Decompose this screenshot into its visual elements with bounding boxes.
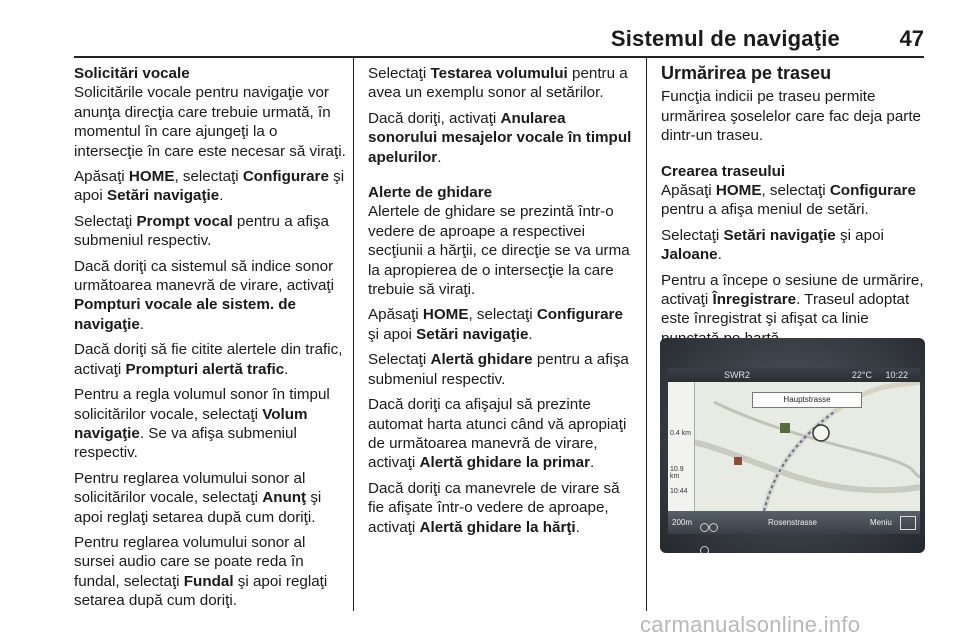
paragraph: Selectaţi Alertă ghidare pentru a afişa submeniul respectiv.: [368, 351, 629, 388]
column-divider-2: [646, 58, 647, 611]
paragraph: Dacă doriţi să fie citite alertele din trafic, activaţi Prompturi alertă trafic.: [74, 341, 343, 378]
temperature: 22°C: [851, 370, 872, 380]
paragraph: Pentru a începe o sesiune de urmărire, activaţi Înregistrare. Traseul adoptat este înregistrat şi afişat ca linie: [661, 271, 924, 328]
page-number: 47: [899, 26, 924, 51]
radio-station: SWR2: [724, 370, 751, 380]
distance-2: 10.9 km: [670, 466, 684, 480]
spacer: [368, 173, 638, 183]
arrival-time: 10:44: [670, 488, 688, 495]
next-street: Rosenstrasse: [768, 518, 817, 527]
paragraph: Alertele de ghidare se prezintă într-o vedere de aproape a respectivei secţiunii a hărţii, ce direcţie se va urma la apropierea de o intersecţie la care trebuie să viraţi.: [368, 203, 630, 299]
paragraph: Apăsaţi HOME, selectaţi Configurare şi apoi Setări navigaţie.: [74, 168, 345, 205]
paragraph: Pentru reglarea volumului sonor al sursei audio care se poate reda în fundal, selectaţi Fundal şi apoi reglaţi setarea după cum doriţi.: [74, 533, 328, 610]
bottom-bar: [668, 511, 920, 534]
paragraph: Dacă doriţi ca sistemul să indice sonor următoarea manevră de virare, activaţi Pompturi vocale ale sistem. de navigaţie.: [74, 257, 334, 333]
spacer: [661, 152, 929, 162]
clock: 10:22: [885, 370, 908, 380]
paragraph: Solicitările vocale pentru navigaţie vor anunţa direcţia care trebuie urmată, în momentul în care ajungeţi la o intersecţie în care este necesar să viraţi.: [74, 84, 346, 160]
column-1: [74, 64, 346, 617]
page-dots: [700, 518, 724, 527]
column-divider-1: [353, 58, 354, 611]
column-2: [368, 64, 638, 543]
column-3: [661, 64, 929, 354]
paragraph: Selectaţi Setări navigaţie şi apoi Jaloane.: [661, 226, 884, 264]
next-turn-distance: 200m: [672, 518, 693, 527]
map-view-icon: [900, 516, 916, 530]
menu-button: Meniu: [870, 518, 892, 527]
subheading-create-route: Crearea traseului: [661, 162, 786, 180]
paragraph: Pentru reglarea volumului sonor al solicitărilor vocale, selectaţi Anunţ şi apoi reglaţi setarea după cum doriţi.: [74, 469, 322, 526]
paragraph: Funcţia indicii pe traseu permite urmărirea şoselelor care fac deja parte dintr-un traseu.: [661, 88, 921, 145]
heading-route-tracking: Urmărirea pe traseu: [661, 63, 832, 83]
heading-voice-prompts: Solicitări vocale: [74, 65, 190, 82]
paragraph: Dacă doriţi ca afişajul să prezinte automat harta atunci când vă apropiaţi de următoarea manevră de virare, activaţi Alertă ghidare la primar.: [368, 396, 627, 472]
paragraph: Selectaţi Testarea volumului pentru a avea un exemplu sonor al setărilor.: [368, 65, 628, 102]
paragraph: Pentru a regla volumul sonor în timpul solicitărilor vocale, selectaţi Volum navigaţie. Se va afişa submeniul respectiv.: [74, 386, 330, 462]
current-street: Hauptstrasse: [752, 392, 862, 408]
paragraph: Apăsaţi HOME, selectaţi Configurare şi apoi Setări navigaţie.: [368, 306, 623, 343]
status-bar: [668, 368, 920, 382]
header-rule: [74, 56, 924, 58]
page-header: [0, 0, 960, 58]
heading-guidance-alerts: Alerte de ghidare: [368, 184, 493, 202]
watermark: carmanualsonline.info: [640, 612, 861, 637]
navigation-screen-photo: [660, 338, 925, 553]
distance-1: 0.4 km: [670, 430, 692, 437]
section-title: Sistemul de navigaţie: [610, 26, 840, 51]
paragraph: Dacă doriţi, activaţi Anularea sonorului mesajelor vocale în timpul apelurilor.: [368, 109, 632, 166]
paragraph: Selectaţi Prompt vocal pentru a afişa submeniul respectiv.: [74, 212, 329, 250]
paragraph: Dacă doriţi ca manevrele de virare să fie afişate într-o vedere de aproape, activaţi Alertă ghidare la hărţi.: [368, 479, 620, 536]
paragraph: Apăsaţi HOME, selectaţi Configurare pentru a afişa meniul de setări.: [661, 182, 916, 219]
side-info-panel: [668, 382, 695, 524]
